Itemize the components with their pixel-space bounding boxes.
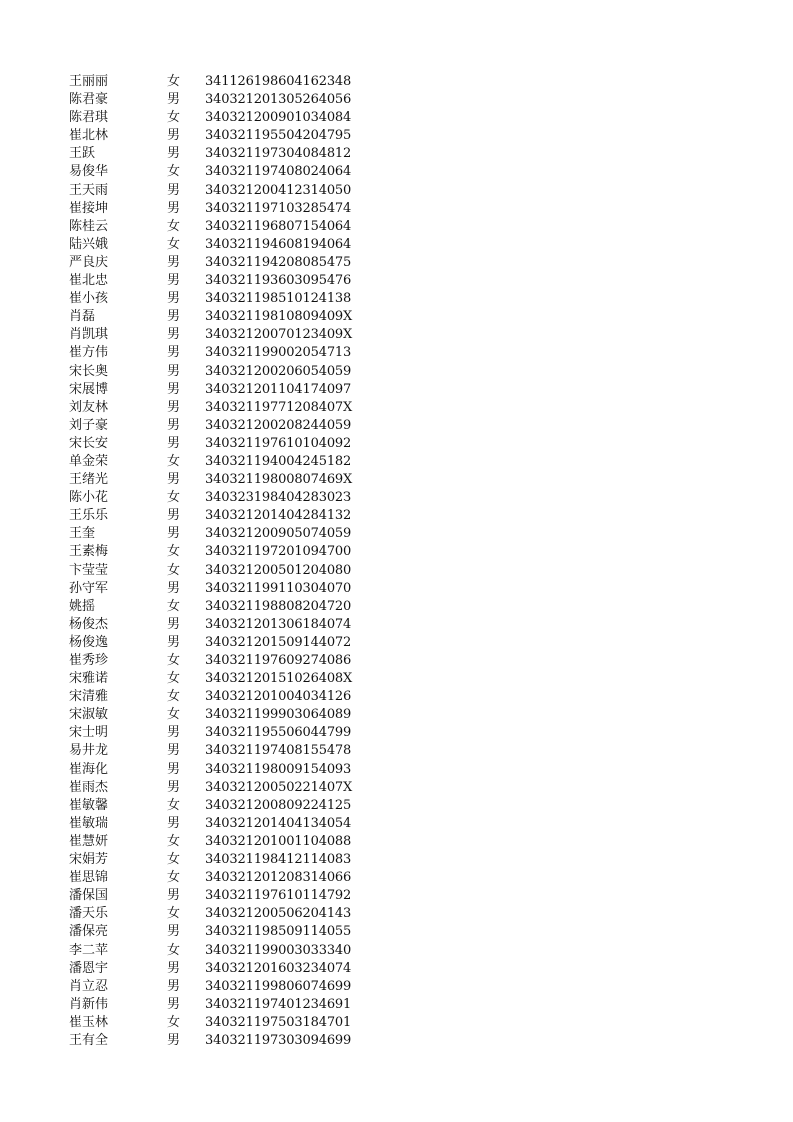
gender-cell: 女 <box>167 164 181 180</box>
table-row <box>0 905 793 923</box>
id-number-cell: 340321194608194064 <box>205 236 352 252</box>
name-cell: 王丽丽 <box>69 74 109 89</box>
table-row <box>0 616 793 634</box>
gender-cell: 男 <box>167 924 181 940</box>
name-cell: 王素梅 <box>69 544 109 560</box>
name-cell: 宋淑敏 <box>69 707 109 723</box>
table-row <box>0 978 793 996</box>
id-number-cell: 340321200506204143 <box>205 906 352 922</box>
table-row <box>0 797 793 815</box>
gender-cell: 男 <box>167 345 181 361</box>
gender-cell: 女 <box>167 562 181 578</box>
id-number-cell: 340321200501204080 <box>205 562 352 578</box>
id-number-cell: 340321201603234074 <box>205 960 352 976</box>
gender-cell: 女 <box>167 1014 181 1030</box>
gender-cell: 女 <box>167 218 181 234</box>
name-cell: 崔敏瑞 <box>69 815 109 831</box>
name-cell: 宋长奥 <box>69 363 109 379</box>
gender-cell: 男 <box>167 327 181 343</box>
table-row <box>0 489 793 507</box>
id-number-cell: 340321201509144072 <box>205 634 352 650</box>
id-number-cell: 340321200901034084 <box>205 110 352 126</box>
table-row <box>0 779 793 797</box>
gender-cell: 女 <box>167 490 181 506</box>
table-row <box>0 399 793 417</box>
gender-cell: 女 <box>167 906 181 922</box>
table-row <box>0 887 793 905</box>
gender-cell: 男 <box>167 254 181 270</box>
name-cell: 宋娟芳 <box>69 852 109 868</box>
name-cell: 宋士明 <box>69 725 109 741</box>
table-row <box>0 308 793 326</box>
name-cell: 王绪光 <box>69 472 109 488</box>
id-number-cell: 340321199003033340 <box>205 942 352 958</box>
gender-cell: 女 <box>167 110 181 126</box>
name-cell: 王有全 <box>69 1032 109 1048</box>
table-row <box>0 200 793 218</box>
name-cell: 肖新伟 <box>69 996 109 1012</box>
gender-cell: 男 <box>167 996 181 1012</box>
id-number-cell: 340321200208244059 <box>205 417 352 433</box>
id-number-cell: 340321194004245182 <box>205 453 352 469</box>
gender-cell: 女 <box>167 942 181 958</box>
name-cell: 崔雨杰 <box>69 779 109 795</box>
name-cell: 潘保亮 <box>69 924 109 940</box>
id-number-cell: 340321197201094700 <box>205 544 352 560</box>
table-row <box>0 435 793 453</box>
gender-cell: 男 <box>167 291 181 307</box>
table-row <box>0 1032 793 1050</box>
gender-cell: 男 <box>167 200 181 216</box>
gender-cell: 男 <box>167 960 181 976</box>
id-number-cell: 340321199110304070 <box>205 580 352 596</box>
table-row <box>0 833 793 851</box>
gender-cell: 男 <box>167 146 181 162</box>
table-row <box>0 363 793 381</box>
id-number-cell: 340321201004034126 <box>205 689 352 705</box>
table-row <box>0 815 793 833</box>
table-row <box>0 724 793 742</box>
name-cell: 杨俊杰 <box>69 616 109 632</box>
id-number-cell: 340321199002054713 <box>205 345 352 361</box>
gender-cell: 男 <box>167 435 181 451</box>
table-row <box>0 381 793 399</box>
name-cell: 肖凯琪 <box>69 327 109 343</box>
table-row <box>0 344 793 362</box>
id-number-cell: 34032119800807469X <box>205 472 353 488</box>
gender-cell: 男 <box>167 309 181 325</box>
id-number-cell: 341126198604162348 <box>205 74 352 89</box>
name-cell: 肖立忍 <box>69 978 109 994</box>
name-cell: 宋雅诺 <box>69 671 109 687</box>
gender-cell: 男 <box>167 508 181 524</box>
name-cell: 崔思锦 <box>69 870 109 886</box>
name-cell: 崔秀珍 <box>69 653 109 668</box>
gender-cell: 男 <box>167 381 181 397</box>
gender-cell: 女 <box>167 797 181 813</box>
table-row <box>0 923 793 941</box>
gender-cell: 女 <box>167 74 181 89</box>
name-cell: 崔敏馨 <box>69 797 109 813</box>
table-row <box>0 145 793 163</box>
name-cell: 崔方伟 <box>69 345 109 361</box>
gender-cell: 男 <box>167 1032 181 1048</box>
gender-cell: 男 <box>167 472 181 488</box>
gender-cell: 男 <box>167 761 181 777</box>
table-row <box>0 598 793 616</box>
gender-cell: 女 <box>167 707 181 723</box>
gender-cell: 男 <box>167 182 181 198</box>
id-number-cell: 340321201208314066 <box>205 870 352 886</box>
id-number-cell: 340321197401234691 <box>205 996 352 1012</box>
name-cell: 刘友林 <box>69 399 109 415</box>
gender-cell: 女 <box>167 653 181 668</box>
name-cell: 陈君豪 <box>69 92 109 108</box>
name-cell: 单金荣 <box>69 453 109 469</box>
table-row <box>0 453 793 471</box>
gender-cell: 女 <box>167 598 181 614</box>
name-cell: 陈君琪 <box>69 110 109 126</box>
name-cell: 姚摇 <box>69 598 96 614</box>
table-row <box>0 417 793 435</box>
name-cell: 潘天乐 <box>69 906 109 922</box>
id-number-cell: 340321198510124138 <box>205 291 352 307</box>
table-row <box>0 580 793 598</box>
table-row <box>0 254 793 272</box>
name-cell: 陈小花 <box>69 490 109 506</box>
table-row <box>0 652 793 670</box>
table-row <box>0 127 793 145</box>
name-cell: 崔玉林 <box>69 1014 109 1030</box>
name-cell: 王跃 <box>69 146 96 162</box>
id-number-cell: 340321198509114055 <box>205 924 352 940</box>
table-row <box>0 182 793 200</box>
gender-cell: 男 <box>167 616 181 632</box>
id-number-cell: 34032120070123409X <box>205 327 353 343</box>
name-cell: 崔慧妍 <box>69 833 109 849</box>
gender-cell: 男 <box>167 815 181 831</box>
name-cell: 崔北忠 <box>69 273 109 289</box>
table-row <box>0 163 793 181</box>
gender-cell: 女 <box>167 236 181 252</box>
name-cell: 刘子豪 <box>69 417 109 433</box>
table-row <box>0 218 793 236</box>
table-row <box>0 326 793 344</box>
name-cell: 杨俊逸 <box>69 634 109 650</box>
table-row <box>0 272 793 290</box>
id-number-cell: 340321199806074699 <box>205 978 352 994</box>
name-cell: 陆兴娥 <box>69 236 109 252</box>
id-number-cell: 34032119771208407X <box>205 399 353 415</box>
id-number-cell: 340321201104174097 <box>205 381 352 397</box>
table-row <box>0 761 793 779</box>
roster-table <box>0 73 793 1050</box>
gender-cell: 女 <box>167 852 181 868</box>
gender-cell: 男 <box>167 399 181 415</box>
name-cell: 崔北林 <box>69 128 109 144</box>
gender-cell: 女 <box>167 870 181 886</box>
table-row <box>0 869 793 887</box>
table-row <box>0 942 793 960</box>
name-cell: 卞莹莹 <box>69 562 109 578</box>
id-number-cell: 340321197610104092 <box>205 435 352 451</box>
id-number-cell: 340321200206054059 <box>205 363 352 379</box>
name-cell: 王乐乐 <box>69 508 109 524</box>
name-cell: 崔海化 <box>69 761 109 777</box>
gender-cell: 男 <box>167 92 181 108</box>
id-number-cell: 34032119810809409X <box>205 309 353 325</box>
name-cell: 宋长安 <box>69 435 109 451</box>
table-row <box>0 996 793 1014</box>
id-number-cell: 340321201305264056 <box>205 92 352 108</box>
id-number-cell: 340321201306184074 <box>205 616 352 632</box>
table-row <box>0 742 793 760</box>
name-cell: 潘恩宇 <box>69 960 109 976</box>
id-number-cell: 340321196807154064 <box>205 218 352 234</box>
id-number-cell: 340321197408155478 <box>205 743 352 759</box>
gender-cell: 男 <box>167 363 181 379</box>
gender-cell: 男 <box>167 580 181 596</box>
name-cell: 宋清雅 <box>69 689 109 705</box>
table-row <box>0 543 793 561</box>
gender-cell: 女 <box>167 453 181 469</box>
id-number-cell: 340321197609274086 <box>205 653 352 668</box>
id-number-cell: 340321198009154093 <box>205 761 352 777</box>
id-number-cell: 340321197503184701 <box>205 1014 352 1030</box>
table-row <box>0 109 793 127</box>
table-row <box>0 562 793 580</box>
id-number-cell: 340321200809224125 <box>205 797 352 813</box>
gender-cell: 男 <box>167 743 181 759</box>
table-row <box>0 471 793 489</box>
table-row <box>0 236 793 254</box>
id-number-cell: 340321197408024064 <box>205 164 352 180</box>
table-row <box>0 1014 793 1032</box>
gender-cell: 男 <box>167 779 181 795</box>
id-number-cell: 340321197103285474 <box>205 200 352 216</box>
name-cell: 王天雨 <box>69 182 109 198</box>
name-cell: 崔小孩 <box>69 291 109 307</box>
gender-cell: 女 <box>167 833 181 849</box>
name-cell: 陈桂云 <box>69 218 109 234</box>
table-row <box>0 688 793 706</box>
table-row <box>0 525 793 543</box>
table-row <box>0 706 793 724</box>
gender-cell: 男 <box>167 888 181 904</box>
id-number-cell: 34032120050221407X <box>205 779 353 795</box>
name-cell: 易俊华 <box>69 164 109 180</box>
name-cell: 潘保国 <box>69 888 109 904</box>
gender-cell: 男 <box>167 725 181 741</box>
gender-cell: 女 <box>167 689 181 705</box>
gender-cell: 男 <box>167 417 181 433</box>
table-row <box>0 507 793 525</box>
id-number-cell: 340321199903064089 <box>205 707 352 723</box>
gender-cell: 女 <box>167 544 181 560</box>
id-number-cell: 340321195504204795 <box>205 128 352 144</box>
gender-cell: 男 <box>167 978 181 994</box>
name-cell: 李二苹 <box>69 942 109 958</box>
id-number-cell: 340321201001104088 <box>205 833 352 849</box>
id-number-cell: 340321200412314050 <box>205 182 352 198</box>
id-number-cell: 34032120151026408X <box>205 671 353 687</box>
name-cell: 严良庆 <box>69 254 109 270</box>
gender-cell: 女 <box>167 671 181 687</box>
id-number-cell: 340321201404284132 <box>205 508 352 524</box>
id-number-cell: 340321193603095476 <box>205 273 352 289</box>
table-row <box>0 290 793 308</box>
id-number-cell: 340321195506044799 <box>205 725 352 741</box>
table-row <box>0 851 793 869</box>
table-row <box>0 91 793 109</box>
table-row <box>0 960 793 978</box>
id-number-cell: 340321197304084812 <box>205 146 352 162</box>
id-number-cell: 340321198808204720 <box>205 598 352 614</box>
id-number-cell: 340321201404134054 <box>205 815 352 831</box>
id-number-cell: 340321200905074059 <box>205 526 352 542</box>
table-row <box>0 670 793 688</box>
name-cell: 肖磊 <box>69 309 96 325</box>
name-cell: 王奎 <box>69 526 96 542</box>
table-row <box>0 73 793 91</box>
gender-cell: 男 <box>167 273 181 289</box>
name-cell: 崔接坤 <box>69 200 109 216</box>
id-number-cell: 340321197303094699 <box>205 1032 352 1048</box>
gender-cell: 男 <box>167 526 181 542</box>
name-cell: 孙守军 <box>69 580 109 596</box>
id-number-cell: 34032319840428302З <box>205 490 352 506</box>
gender-cell: 男 <box>167 634 181 650</box>
name-cell: 宋展博 <box>69 381 109 397</box>
id-number-cell: 340321197610114792 <box>205 888 352 904</box>
gender-cell: 男 <box>167 128 181 144</box>
table-row <box>0 634 793 652</box>
id-number-cell: 340321194208085475 <box>205 254 352 270</box>
name-cell: 易井龙 <box>69 743 109 759</box>
id-number-cell: 340321198412114083 <box>205 852 352 868</box>
